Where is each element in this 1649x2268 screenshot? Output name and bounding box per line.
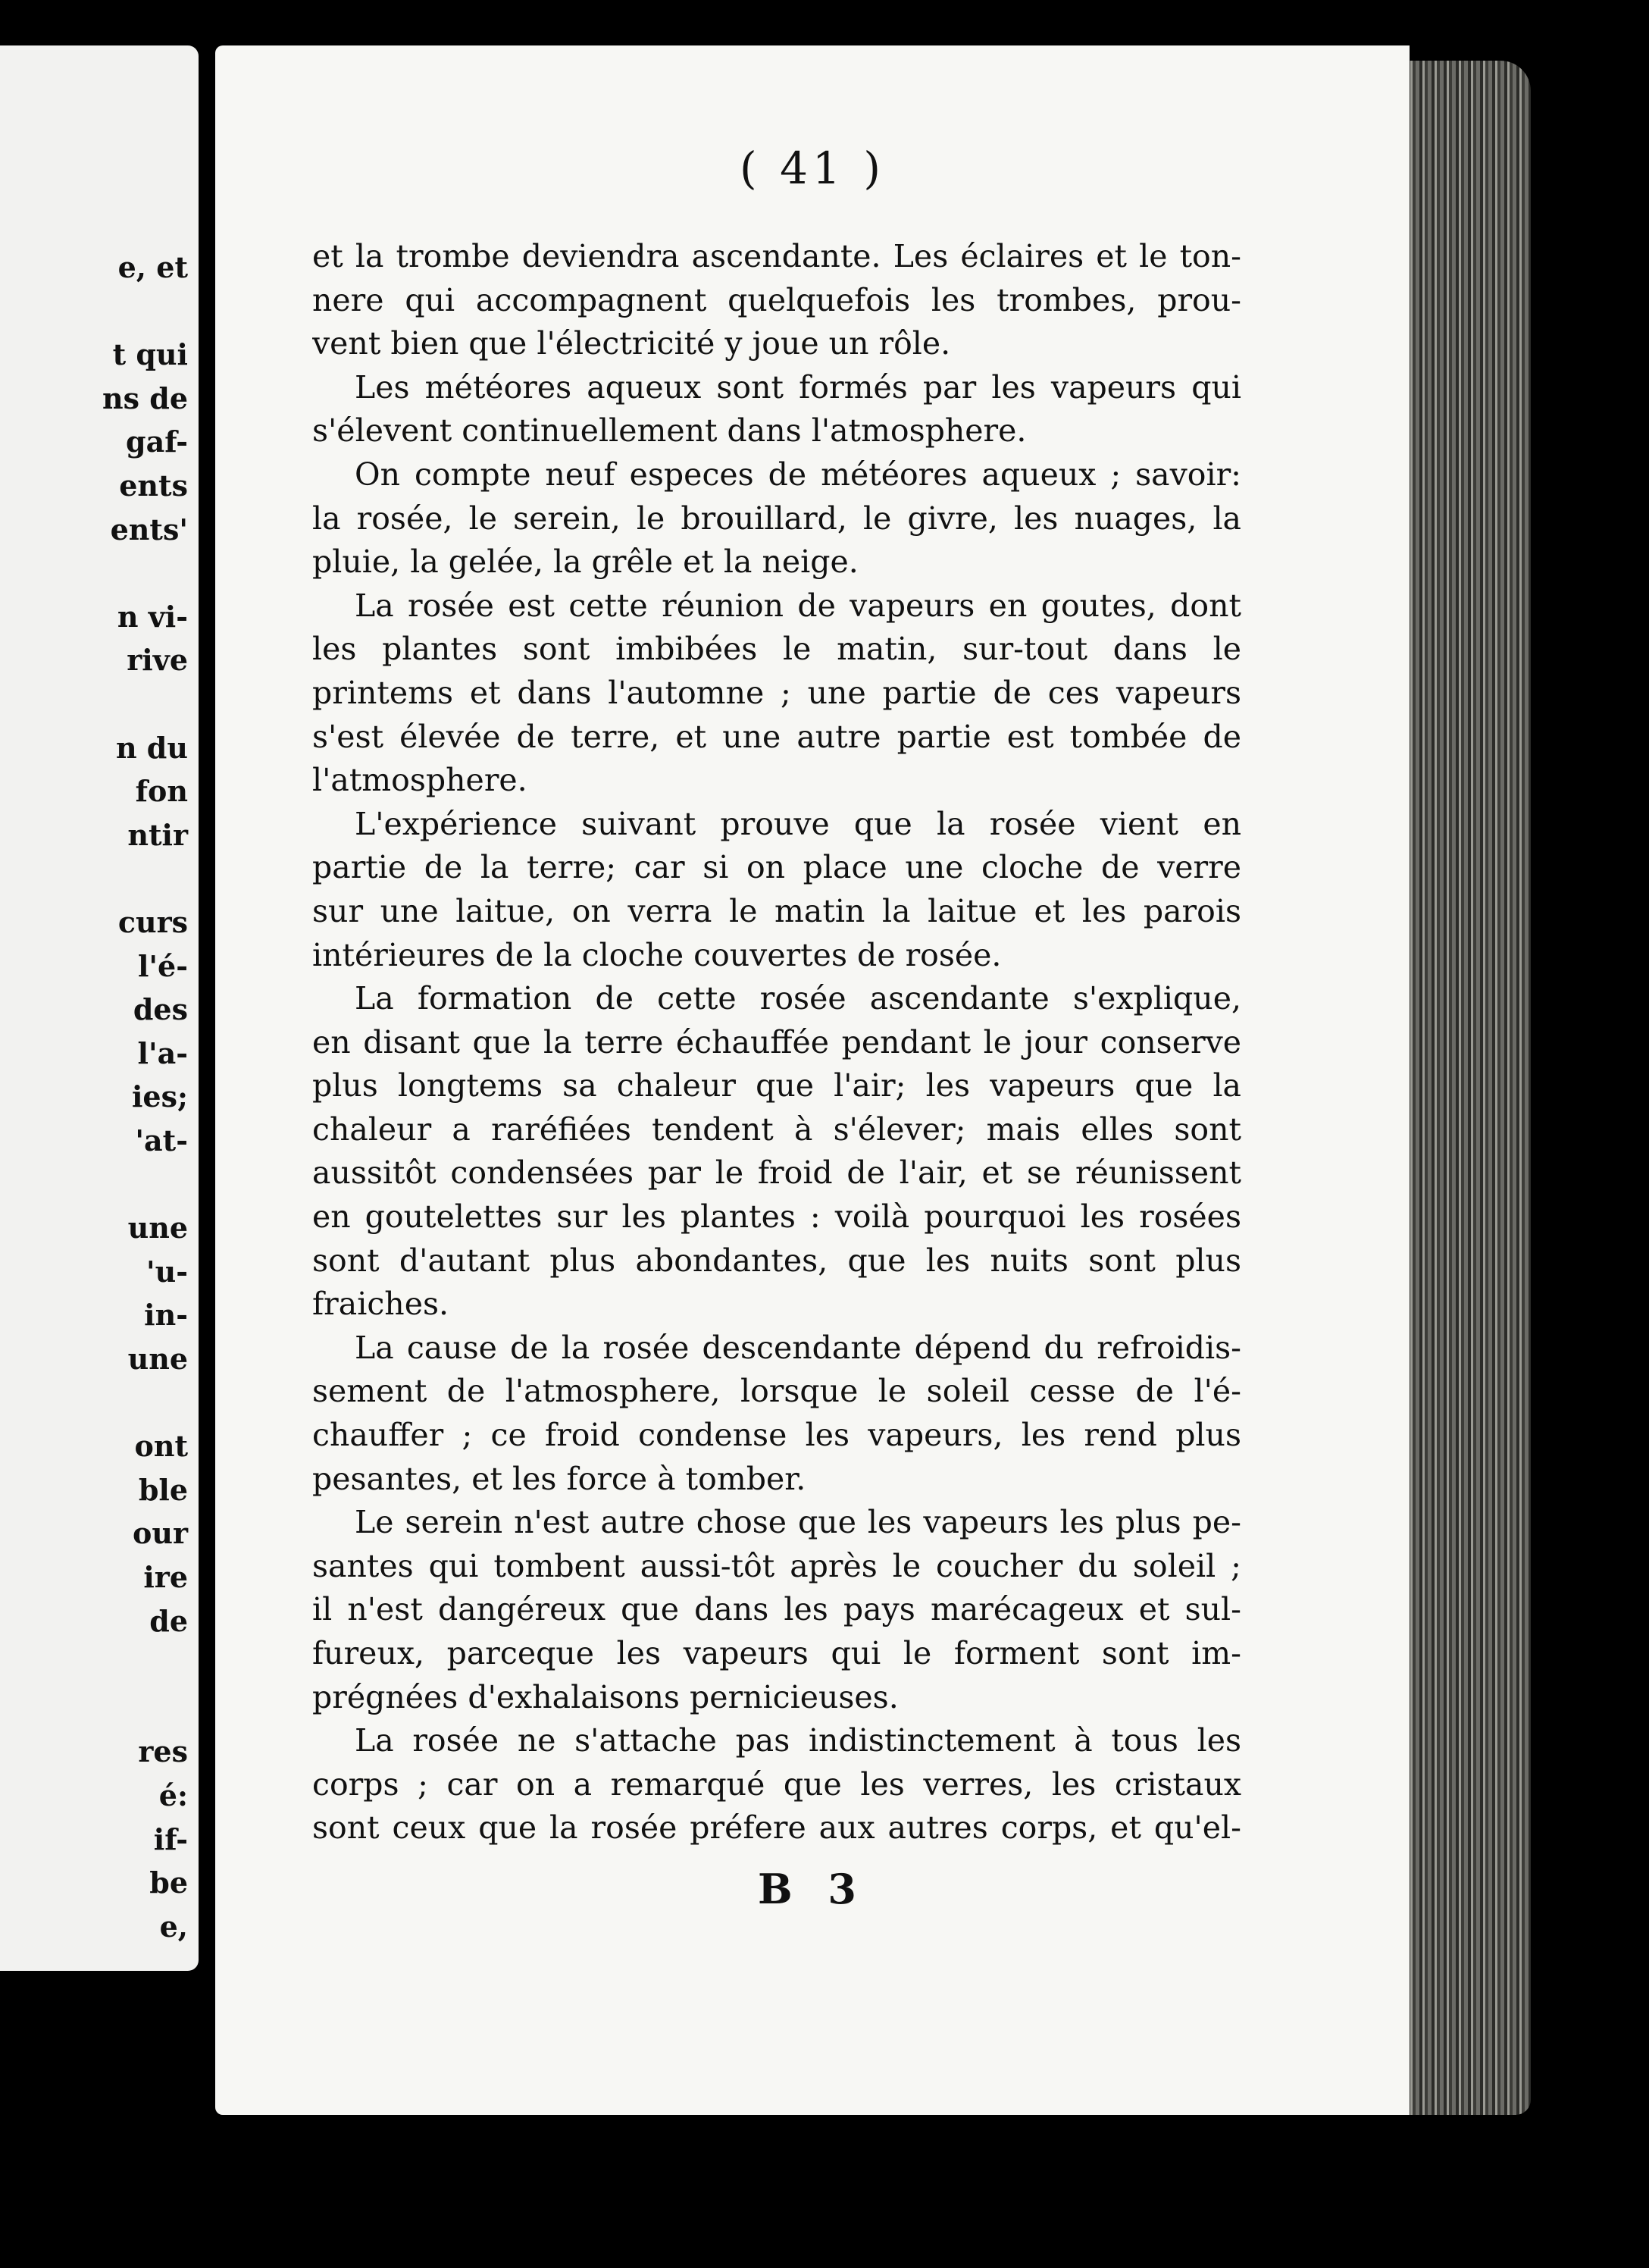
signature-mark: B 3 (757, 1865, 867, 1913)
book-gutter (199, 0, 214, 2268)
text-line: les plantes sont imbibées le matin, sur-tout dans le (312, 631, 1241, 668)
text-line: L'expérience suivant prouve que la rosée vient en (355, 805, 1241, 842)
text-line: vent bien que l'électricité y joue un rôle. (312, 325, 951, 362)
facing-page-fragment: é: (158, 1778, 188, 1812)
text-line: corps ; car on a remarqué que les verres, les cristaux (312, 1765, 1241, 1803)
text-line: intérieures de la cloche couvertes de rosée. (312, 936, 1002, 973)
facing-page-fragment: ble (138, 1472, 188, 1507)
text-line: fureux, parceque les vapeurs qui le forment sont im- (312, 1635, 1241, 1671)
text-line: l'atmosphere. (312, 762, 527, 799)
facing-page-fragment: ont (134, 1429, 188, 1464)
text-line: fraiches. (312, 1286, 449, 1323)
page-number: ( 41 ) (740, 143, 885, 194)
facing-page-fragment: our (133, 1516, 188, 1551)
text-line: et la trombe deviendra ascendante. Les éclaires et le ton- (312, 238, 1241, 274)
text-line: prégnées d'exhalaisons pernicieuses. (312, 1678, 899, 1715)
text-line: il n'est dangéreux que dans les pays marécageux et sul- (312, 1591, 1241, 1628)
facing-page-fragment: if- (153, 1822, 188, 1856)
facing-page-fragment: de (149, 1603, 188, 1638)
facing-page-fragment: fon (135, 774, 188, 809)
text-line: Le serein n'est autre chose que les vapeurs les plus pe- (355, 1504, 1241, 1541)
text-line: printems et dans l'automne ; une partie de ces vapeurs (312, 674, 1241, 711)
facing-page-fragment: une (127, 1342, 188, 1376)
facing-page-fragment: ents' (110, 512, 188, 547)
text-line: partie de la terre; car si on place une cloche de verre (312, 849, 1241, 886)
text-line: chauffer ; ce froid condense les vapeurs, les rend plus (312, 1417, 1241, 1454)
text-line: la rosée, le serein, le brouillard, le givre, les nuages, la (312, 500, 1241, 537)
text-line: aussitôt condensées par le froid de l'air, et se réunissent (312, 1154, 1241, 1192)
facing-page-fragment: ntir (127, 817, 188, 852)
text-line: santes qui tombent aussi-tôt après le coucher du soleil ; (312, 1547, 1241, 1584)
text-line: en disant que la terre échauffée pendant le jour conserve (312, 1023, 1241, 1060)
facing-page (0, 45, 199, 1971)
facing-page-fragment: res (138, 1734, 188, 1769)
body-text (312, 235, 1241, 1850)
facing-page-fragment: 'u- (146, 1254, 188, 1289)
text-line: plus longtems sa chaleur que l'air; les vapeurs que la (312, 1067, 1241, 1104)
text-line: La rosée est cette réunion de vapeurs en goutes, dont (355, 587, 1241, 624)
text-line: pesantes, et les force à tomber. (312, 1460, 806, 1497)
facing-page-fragment: 'at- (135, 1123, 188, 1157)
text-line: sont ceux que la rosée préfere aux autres corps, et qu'el- (312, 1809, 1241, 1847)
text-line: Les météores aqueux sont formés par les vapeurs qui (355, 368, 1241, 406)
text-line: s'élevent continuellement dans l'atmosphere. (312, 412, 1027, 450)
text-line: sont d'autant plus abondantes, que les nuits sont plus (312, 1242, 1241, 1279)
facing-page-fragment: be (149, 1865, 188, 1900)
facing-page-fragment: e, (159, 1909, 188, 1944)
text-line: en goutelettes sur les plantes : voilà pourquoi les rosées (312, 1198, 1241, 1236)
facing-page-fragment: des (133, 992, 188, 1027)
facing-page-fragment: ents (119, 468, 188, 503)
text-line: On compte neuf especes de météores aqueux ; savoir: (355, 456, 1241, 493)
text-line: pluie, la gelée, la grêle et la neige. (312, 544, 859, 581)
text-line: sement de l'atmosphere, lorsque le soleil cesse de l'é- (312, 1373, 1241, 1410)
facing-page-fragment: l'a- (137, 1035, 188, 1070)
facing-page-fragment: n vi- (117, 599, 188, 634)
facing-page-fragment: curs (117, 905, 188, 939)
facing-page-fragment: ire (143, 1560, 188, 1594)
facing-page-fragment: une (127, 1211, 188, 1245)
facing-page-fragment: ies; (131, 1079, 188, 1114)
facing-page-fragment: t qui (112, 337, 188, 372)
facing-page-fragment: ns de (102, 381, 188, 415)
text-line: La cause de la rosée descendante dépend du refroidis- (355, 1329, 1241, 1366)
facing-page-fragment: in- (144, 1298, 188, 1333)
facing-page-fragment: rive (127, 643, 188, 678)
facing-page-fragment: n du (115, 730, 188, 765)
facing-page-fragment: e, et (117, 250, 188, 284)
text-line: s'est élevée de terre, et une autre partie est tombée de (312, 718, 1241, 755)
text-line: La rosée ne s'attache pas indistinctement à tous les (355, 1722, 1241, 1759)
facing-page-fragment: l'é- (137, 948, 188, 983)
text-line: chaleur a raréfiées tendent à s'élever; mais elles sont (312, 1111, 1241, 1148)
text-line: nere qui accompagnent quelquefois les trombes, prou- (312, 281, 1241, 318)
text-line: sur une laitue, on verra le matin la laitue et les parois (312, 892, 1241, 929)
text-line: La formation de cette rosée ascendante s'explique, (355, 980, 1241, 1017)
facing-page-fragment: gaf- (126, 424, 188, 459)
